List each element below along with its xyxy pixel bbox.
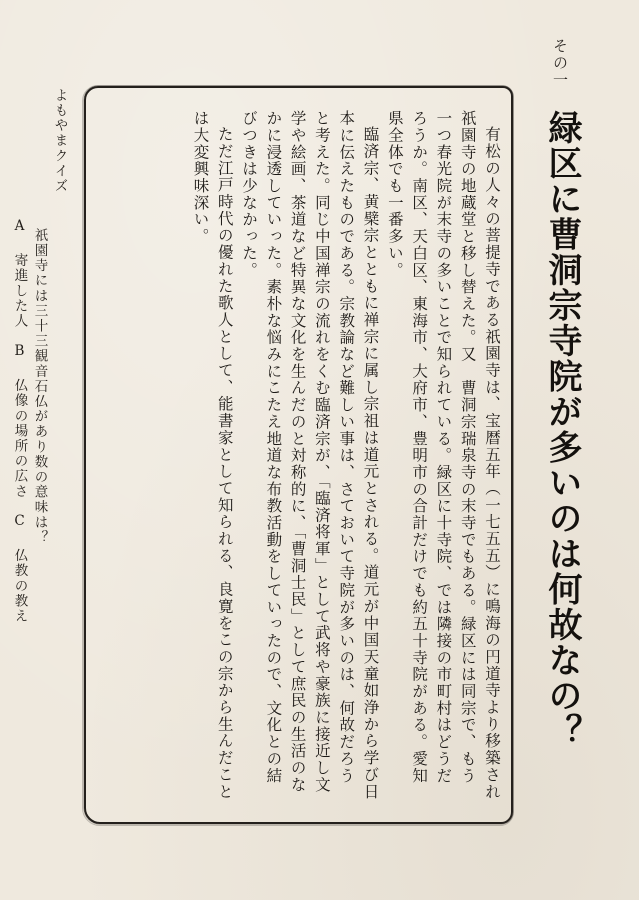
article-paragraph-3: ただ江戸時代の優れた歌人として、能書家として知られる、良寛をこの宗から生んだことは大変興味深い。	[191, 110, 234, 800]
quiz-title: よもやまクイズ	[51, 88, 68, 194]
series-label: その一	[551, 38, 569, 89]
article-paragraph-1: 有松の人々の菩提寺である祇園寺は、宝暦五年（一七五五）に鳴海の円道寺より移築され祇園寺の地蔵堂と移し替えた。又 曹洞宗瑞泉寺の末寺でもある。緑区には同宗で、もう一つ春光院が末寺の多いことで知られている。緑区に十寺院、では隣接の市町村はどうだろうか。南区、天白区、東海市、大府市、豊明市の合計だけでも約五十寺院がある。愛知県全体でも一番多い。	[385, 110, 501, 800]
article-paragraph-2: 臨済宗、黄檗宗とともに禅宗に属し宗祖は道元とされる。道元が中国天童如浄から学び日本に伝えたものである。宗教論など難しい事は、さておいて寺院が多いのは、何故だろうと考えた。同じ中国禅宗の流れをくむ臨済宗が、「臨済将軍」として武将や豪族に接近し文学や絵画、茶道など特異な文化を生んだのと対称的に、「曹洞士民」として庶民の生活のなかに浸透していった。素朴な悩みにこたえ地道な布教活動をしていったので、文化との結びつきは少なかった。	[240, 110, 380, 800]
quiz-question: 祇園寺には三十三観音石仏があり数の意味は？	[31, 228, 48, 546]
quiz-option-b: B 仏像の場所の広さ	[11, 342, 28, 499]
article-body	[92, 110, 504, 800]
quiz-options	[12, 218, 26, 623]
quiz-option-a: A 寄進した人	[11, 218, 28, 329]
article-title: 緑区に曹洞宗寺院が多いのは何故なの？	[542, 110, 582, 749]
quiz-option-c: C 仏教の教え	[11, 512, 28, 624]
